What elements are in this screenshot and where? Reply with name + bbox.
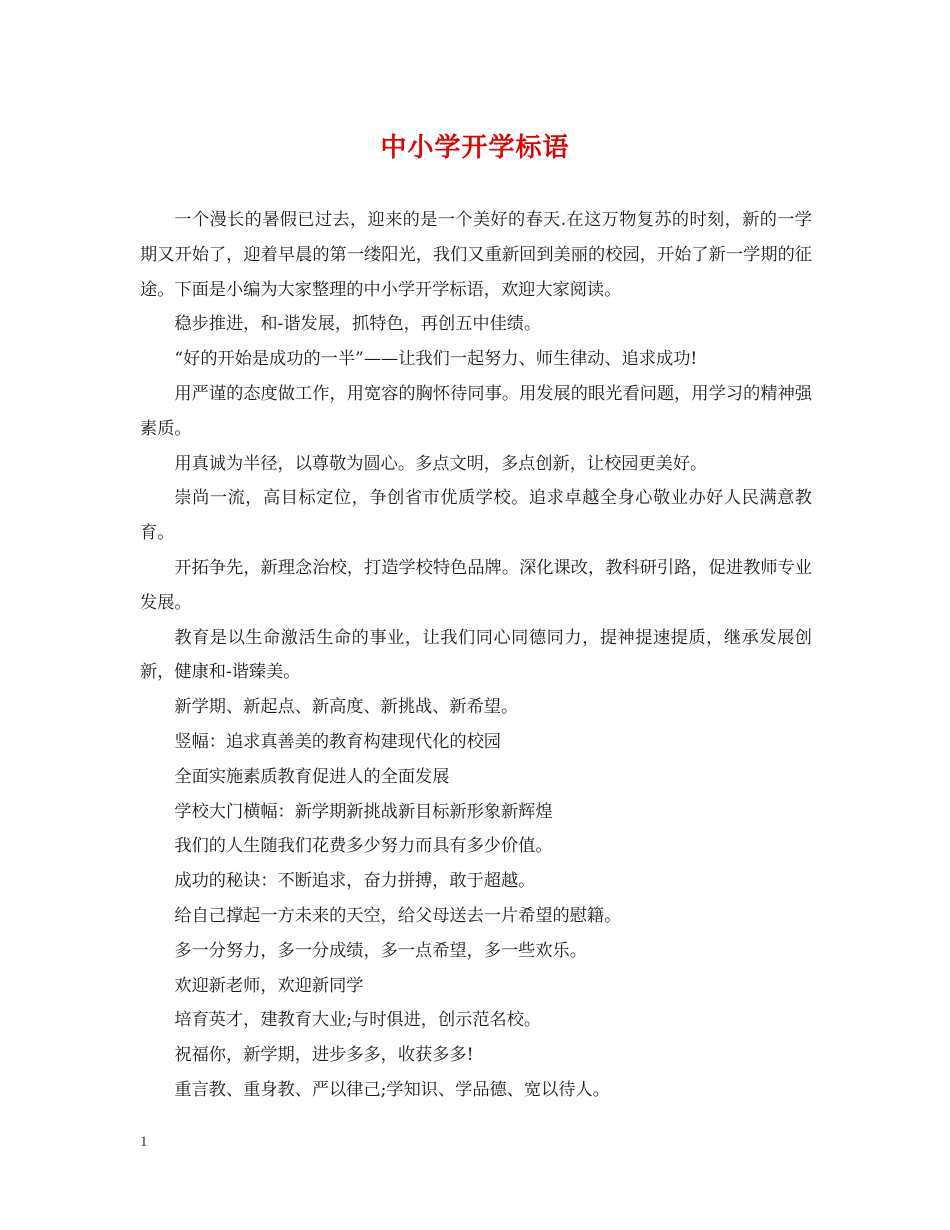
paragraph: 竖幅：追求真善美的教育构建现代化的校园 [174,731,501,752]
paragraph: “好的开始是成功的一半”——让我们一起努力、师生律动、追求成功! [174,349,698,370]
paragraph: 用严谨的态度做工作，用宽容的胸怀待同事。用发展的眼光看问题，用学习的精神强素质。 [140,383,812,439]
paragraph: 用真诚为半径，以尊敬为圆心。多点文明，多点创新，让校园更美好。 [174,453,708,474]
paragraph: 开拓争先，新理念治校，打造学校特色品牌。深化课改，教科研引路，促进教师专业发展。 [140,557,812,613]
paragraph: 我们的人生随我们花费多少努力而具有多少价值。 [174,836,553,857]
paragraph: 一个漫长的暑假已过去，迎来的是一个美好的春天.在这万物复苏的时刻，新的一学期又开始了，迎着早晨的第一缕阳光，我们又重新回到美丽的校园，开始了新一学期的征途。下面是小编为大家整理的中小学开学标语，欢迎大家阅读。 [140,210,812,300]
paragraph: 新学期、新起点、新高度、新挑战、新希望。 [174,697,519,718]
paragraph: 多一分努力，多一分成绩，多一点希望，多一些欢乐。 [174,940,587,961]
paragraph: 给自己撑起一方未来的天空，给父母送去一片希望的慰籍。 [174,905,622,926]
document-title: 中小学开学标语 [380,133,570,163]
paragraph: 学校大门横幅：新学期新挑战新目标新形象新辉煌 [174,801,553,822]
paragraph: 教育是以生命激活生命的事业，让我们同心同德同力，提神提速提质，继承发展创新，健康和-谐臻美。 [140,627,812,683]
paragraph: 培育英才，建教育大业;与时俱进，创示范名校。 [174,1010,542,1031]
paragraph: 崇尚一流，高目标定位，争创省市优质学校。追求卓越全身心敬业办好人民满意教育。 [140,488,812,544]
document-body [140,203,812,1108]
paragraph: 成功的秘诀：不断追求，奋力拼搏，敢于超越。 [174,871,536,892]
paragraph: 全面实施素质教育促进人的全面发展 [174,766,450,787]
paragraph: 祝福你，新学期，进步多多，收获多多! [174,1045,474,1066]
paragraph: 重言教、重身教、严以律己;学知识、学品德、宽以待人。 [174,1079,610,1100]
paragraph: 稳步推进，和-谐发展，抓特色，再创五中佳绩。 [174,314,542,335]
page-number: 1 [140,1134,148,1150]
paragraph: 欢迎新老师，欢迎新同学 [174,975,364,996]
